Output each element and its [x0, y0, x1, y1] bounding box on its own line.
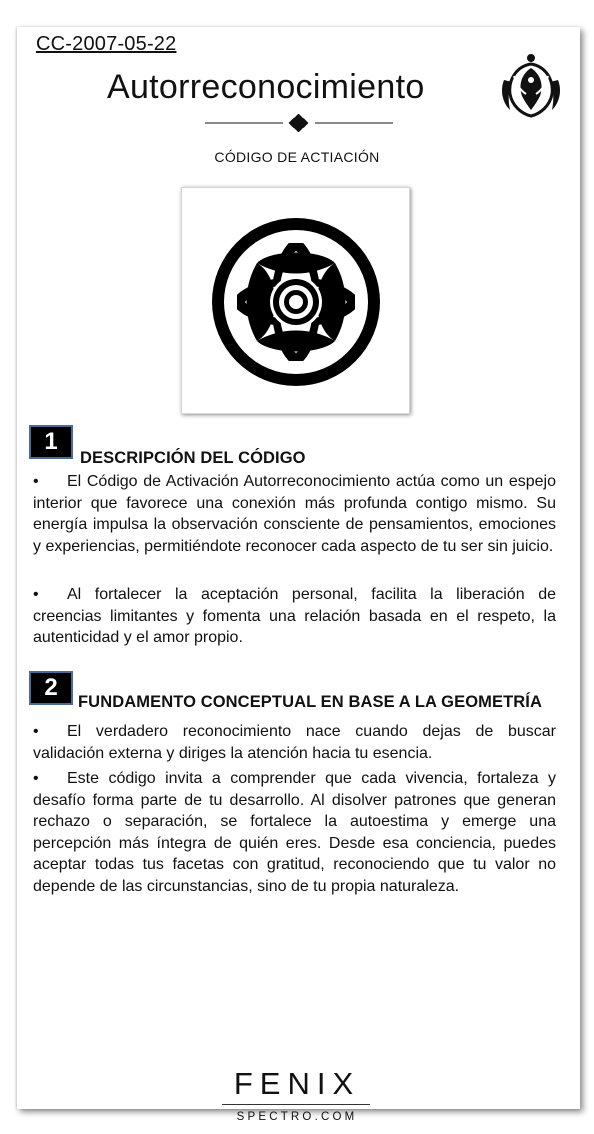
- section-number-badge: 1: [29, 425, 73, 459]
- footer-brand-logo: FENIX: [233, 1066, 361, 1101]
- section-heading: FUNDAMENTO CONCEPTUAL EN BASE A LA GEOMETRÍA: [78, 693, 542, 711]
- footer-divider: [222, 1104, 370, 1105]
- section-paragraph: • El Código de Activación Autorreconocimiento actúa como un espejo interior que favorece una conexión más profunda contigo mismo. Su energía impulsa la observación consciente de pensamientos, emociones y experiencias, permitiéndote reconocer cada aspecto de tu ser sin juicio.: [33, 473, 556, 555]
- section-paragraph: • El verdadero reconocimiento nace cuando dejas de buscar validación externa y diriges la atención hacia tu esencia.: [33, 723, 556, 762]
- section-paragraph: • Al fortalecer la aceptación personal, facilita la liberación de creencias limitantes y fomenta una relación basada en el respeto, la autenticidad y el amor propio.: [33, 586, 556, 646]
- page-subtitle: CÓDIGO DE ACTIACIÓN: [214, 149, 380, 165]
- bullet-icon: •: [33, 723, 39, 740]
- section-number-badge: 2: [29, 671, 73, 705]
- section-paragraph: • Este código invita a comprender que cada vivencia, fortaleza y desafío forma parte de tu desarrollo. Al disolver patrones que generan rechazo o separación, se fortalece la autoestima y emerge una percepción más íntegra de quién eres. Desde esa conciencia, puedes aceptar todas tus facetas con gratitud, reconociendo que tu valor no depende de las circunstancias, sino de tu propia naturaleza.: [33, 770, 556, 895]
- section-heading: DESCRIPCIÓN DEL CÓDIGO: [80, 449, 306, 467]
- bullet-icon: •: [33, 586, 39, 603]
- symbol-frame: [181, 187, 410, 414]
- footer-site: SPECTRO.COM: [236, 1111, 358, 1123]
- code-id: CC-2007-05-22: [36, 33, 177, 55]
- bullet-icon: •: [33, 770, 39, 787]
- diamond-ornament-icon: [205, 114, 393, 132]
- page-title: Autorreconocimiento: [107, 68, 425, 106]
- phoenix-logo-icon: [498, 50, 564, 120]
- bullet-icon: •: [33, 473, 39, 490]
- sacred-geometry-eye-icon: [211, 217, 381, 387]
